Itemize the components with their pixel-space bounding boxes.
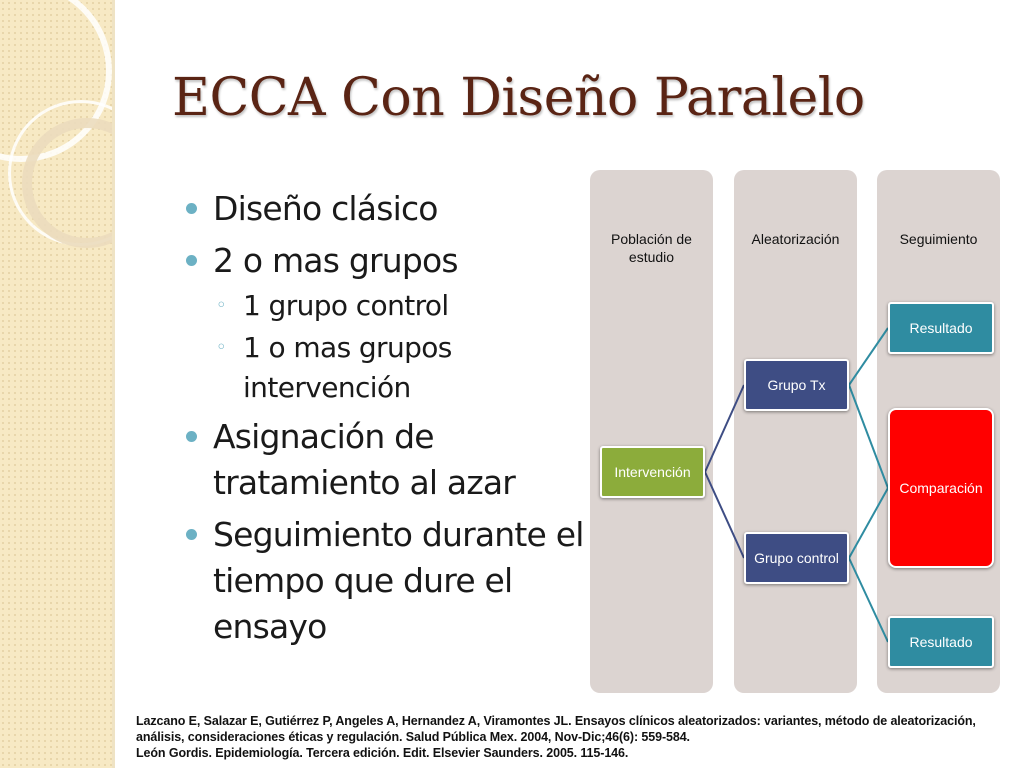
column-label: Seguimiento <box>899 231 978 247</box>
reference-item: Lazcano E, Salazar E, Gutiérrez P, Angeles A, Hernandez A, Viramontes JL. Ensayos clínicos aleatorizados: variantes, método de aleatorización, análisis, consideraciones éticas y regulación. Salud Pública Mex. 2004, Nov-Dic;46(6): 559-584. <box>136 714 976 744</box>
bullet-text: 1 o mas grupos intervención <box>243 331 452 404</box>
connector-grupo-tx-resultado <box>849 328 888 385</box>
column-label: Población de estudio <box>611 231 692 265</box>
node-comparacion: Comparación <box>888 408 994 568</box>
node-resultado-1: Resultado <box>888 302 994 354</box>
bullet-text: Seguimiento durante el tiempo que dure el ensayo <box>213 515 584 646</box>
bullet-ring-icon: ◦ <box>216 337 227 358</box>
connector-grupo-tx-comparacion <box>849 385 888 488</box>
bullet-text: 1 grupo control <box>243 289 449 322</box>
column-label: Aleatorización <box>751 231 840 247</box>
bullet-text: Asignación de tratamiento al azar <box>213 417 516 502</box>
reference-item: León Gordis. Epidemiología. Tercera edición. Edit. Elsevier Saunders. 2005. 115-146. <box>136 746 629 760</box>
bullet-ring-icon: ◦ <box>216 295 227 316</box>
node-grupo-tx: Grupo Tx <box>744 359 849 411</box>
bullet-text: 2 o mas grupos <box>213 241 458 280</box>
connector-intervencion-grupo-control <box>705 472 744 558</box>
node-intervencion: Intervención <box>600 446 705 498</box>
slide-title: ECCA Con Diseño Paralelo <box>172 68 865 128</box>
connector-grupo-control-comparacion <box>849 488 888 558</box>
bullet-text: Diseño clásico <box>213 189 438 228</box>
node-resultado-2: Resultado <box>888 616 994 668</box>
references <box>136 713 996 761</box>
connector-grupo-control-resultado <box>849 558 888 642</box>
node-grupo-control: Grupo control <box>744 532 849 584</box>
connector-intervencion-grupo-tx <box>705 385 744 472</box>
